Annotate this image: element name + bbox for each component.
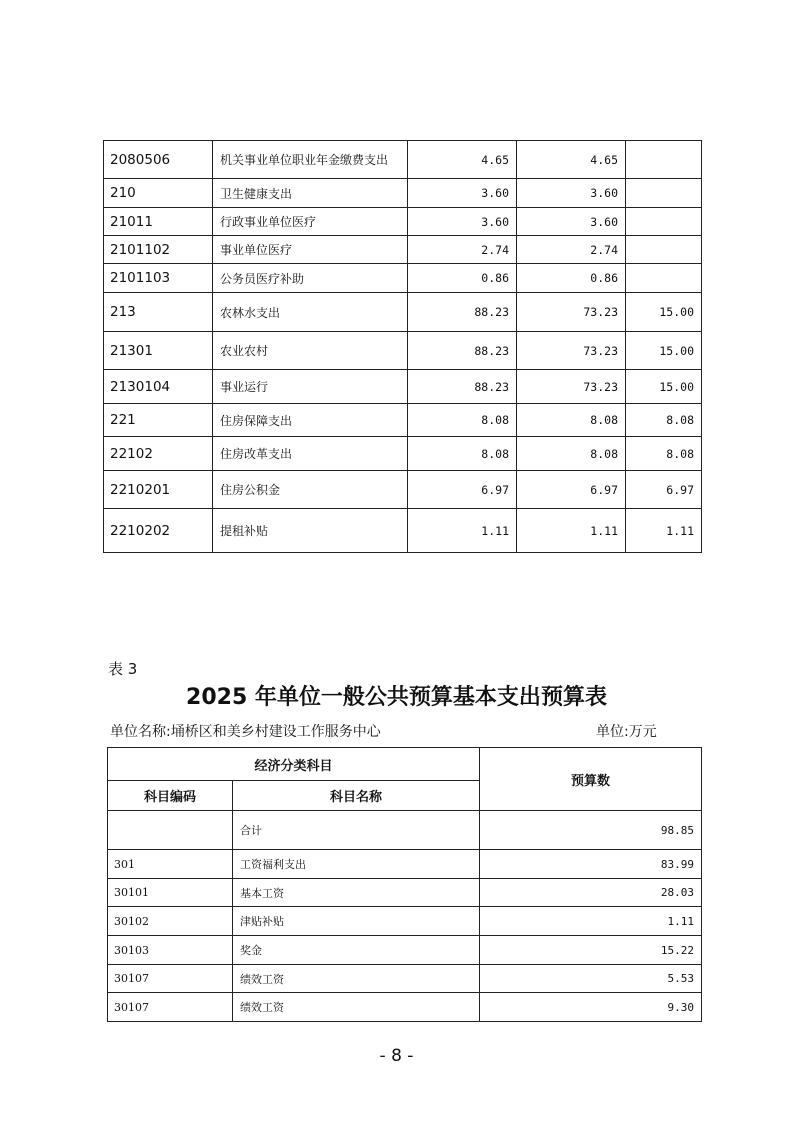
budget-amount: 5.53 (480, 965, 702, 993)
unit-name: 单位名称:埇桥区和美乡村建设工作服务中心 (110, 724, 381, 740)
project-amount (626, 236, 702, 264)
currency-unit: 单位:万元 (596, 724, 657, 740)
table-row (108, 850, 702, 879)
subject-name: 行政事业单位医疗 (213, 208, 408, 236)
total-amount: 88.23 (408, 293, 517, 332)
table-row (104, 509, 702, 553)
basic-amount: 8.08 (517, 437, 626, 471)
subject-name: 事业单位医疗 (213, 236, 408, 264)
table-row (104, 264, 702, 293)
subject-code: 30107 (108, 965, 233, 993)
total-amount: 3.60 (408, 179, 517, 208)
table-row (104, 236, 702, 264)
subject-code: 30107 (108, 993, 233, 1022)
subject-name: 住房改革支出 (213, 437, 408, 471)
project-amount: 8.08 (626, 404, 702, 437)
subject-code: 30101 (108, 879, 233, 907)
project-amount (626, 208, 702, 236)
subject-code: 2210202 (104, 509, 213, 553)
basic-amount: 3.60 (517, 179, 626, 208)
budget-amount: 98.85 (480, 811, 702, 850)
table-row (104, 332, 702, 370)
total-amount: 2.74 (408, 236, 517, 264)
total-amount: 3.60 (408, 208, 517, 236)
subject-name: 工资福利支出 (233, 850, 480, 879)
table-row (108, 965, 702, 993)
subject-code: 21011 (104, 208, 213, 236)
project-amount: 6.97 (626, 471, 702, 509)
table-row (104, 293, 702, 332)
budget-amount: 28.03 (480, 879, 702, 907)
subject-code: 21301 (104, 332, 213, 370)
project-amount (626, 179, 702, 208)
budget-amount: 15.22 (480, 936, 702, 965)
table-label: 表 3 (108, 660, 138, 678)
subject-name: 公务员医疗补助 (213, 264, 408, 293)
subject-code: 301 (108, 850, 233, 879)
basic-amount: 8.08 (517, 404, 626, 437)
subject-name: 农林水支出 (213, 293, 408, 332)
table-row (104, 437, 702, 471)
subject-name: 津贴补贴 (233, 907, 480, 936)
subject-name: 绩效工资 (233, 993, 480, 1022)
table-row (104, 179, 702, 208)
basic-amount: 73.23 (517, 293, 626, 332)
subject-code: 2101103 (104, 264, 213, 293)
project-amount: 15.00 (626, 332, 702, 370)
basic-amount: 73.23 (517, 370, 626, 404)
total-amount: 88.23 (408, 370, 517, 404)
header-row (108, 748, 702, 781)
basic-amount: 6.97 (517, 471, 626, 509)
budget-amount: 83.99 (480, 850, 702, 879)
subject-name: 绩效工资 (233, 965, 480, 993)
total-amount: 4.65 (408, 141, 517, 179)
basic-amount: 1.11 (517, 509, 626, 553)
table-row (108, 879, 702, 907)
total-amount: 88.23 (408, 332, 517, 370)
basic-amount: 4.65 (517, 141, 626, 179)
subject-code: 2080506 (104, 141, 213, 179)
table-row (104, 404, 702, 437)
header-subject-code: 科目编码 (108, 781, 233, 811)
project-amount: 1.11 (626, 509, 702, 553)
subject-code: 30102 (108, 907, 233, 936)
basic-amount: 2.74 (517, 236, 626, 264)
subject-name: 事业运行 (213, 370, 408, 404)
basic-amount: 73.23 (517, 332, 626, 370)
total-amount: 1.11 (408, 509, 517, 553)
budget-amount: 1.11 (480, 907, 702, 936)
total-amount: 6.97 (408, 471, 517, 509)
page-number: - 8 - (379, 1046, 414, 1066)
budget-amount: 9.30 (480, 993, 702, 1022)
subject-code (108, 811, 233, 850)
total-amount: 0.86 (408, 264, 517, 293)
subject-name: 提租补贴 (213, 509, 408, 553)
subject-name: 住房公积金 (213, 471, 408, 509)
subject-name: 奖金 (233, 936, 480, 965)
total-amount: 8.08 (408, 437, 517, 471)
table-row (104, 471, 702, 509)
table-row (108, 811, 702, 850)
table-row (108, 993, 702, 1022)
subject-code: 22102 (104, 437, 213, 471)
table-row (104, 141, 702, 179)
project-amount: 15.00 (626, 370, 702, 404)
basic-amount: 0.86 (517, 264, 626, 293)
project-amount: 8.08 (626, 437, 702, 471)
subject-name: 卫生健康支出 (213, 179, 408, 208)
subject-code: 213 (104, 293, 213, 332)
budget-table-continued (103, 140, 702, 553)
project-amount (626, 264, 702, 293)
subject-code: 210 (104, 179, 213, 208)
project-amount (626, 141, 702, 179)
subject-code: 2130104 (104, 370, 213, 404)
subject-code: 30103 (108, 936, 233, 965)
header-economic-classification: 经济分类科目 (108, 748, 480, 781)
subject-name: 基本工资 (233, 879, 480, 907)
header-subject-name: 科目名称 (233, 781, 480, 811)
table-row (104, 208, 702, 236)
table-row (104, 370, 702, 404)
table-title: 2025 年单位一般公共预算基本支出预算表 (186, 685, 607, 710)
subject-code: 221 (104, 404, 213, 437)
subject-name: 机关事业单位职业年金缴费支出 (213, 141, 408, 179)
basic-amount: 3.60 (517, 208, 626, 236)
basic-expenditure-table (107, 747, 702, 1022)
subject-name: 住房保障支出 (213, 404, 408, 437)
subject-name: 农业农村 (213, 332, 408, 370)
table-row (108, 907, 702, 936)
table-row (108, 936, 702, 965)
subject-name: 合计 (233, 811, 480, 850)
subject-code: 2210201 (104, 471, 213, 509)
total-amount: 8.08 (408, 404, 517, 437)
project-amount: 15.00 (626, 293, 702, 332)
subject-code: 2101102 (104, 236, 213, 264)
header-budget-amount: 预算数 (480, 748, 702, 811)
